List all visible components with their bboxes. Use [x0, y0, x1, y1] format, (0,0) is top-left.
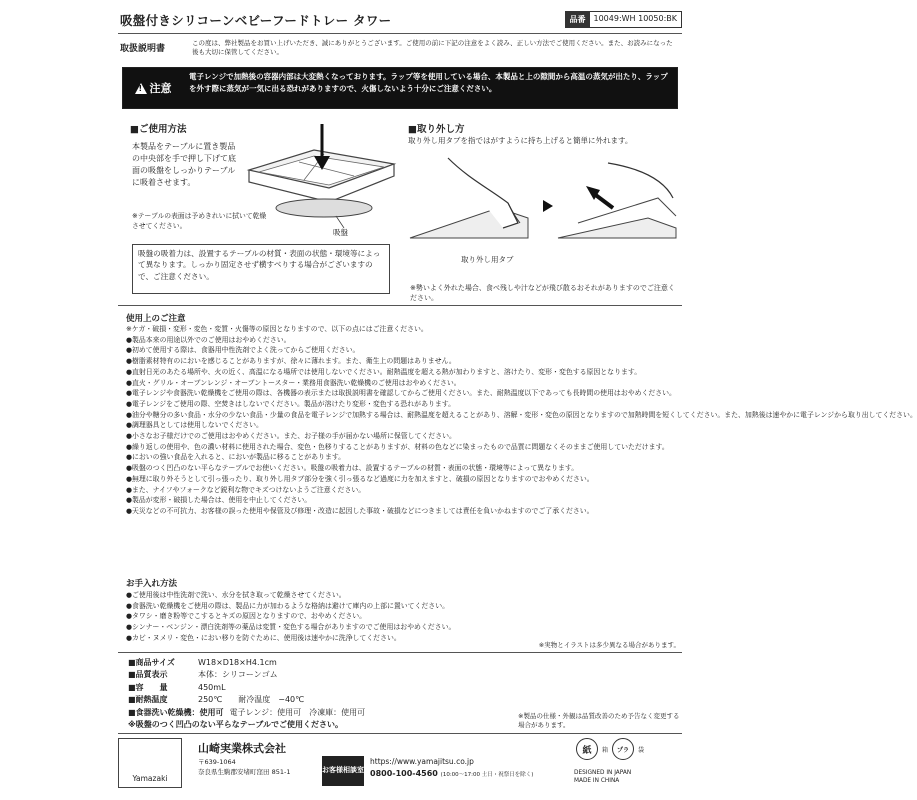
care-item: ●タワシ・磨き粉等でこするとキズの原因となりますので、おやめください。 [126, 612, 367, 621]
note-item: ※ケガ・破損・変形・変色・変質・火傷等の原因となりますので、以下の点にはご注意ください。 [126, 325, 428, 333]
phone-number[interactable] [370, 768, 550, 781]
removal-heading: ■取り外し方 [408, 124, 465, 135]
how-to-use-heading: ■ご使用方法 [130, 124, 187, 135]
note-item: ●初めて使用する際は、食器用中性洗剤でよく洗ってからご使用ください。 [126, 346, 360, 355]
note-item: ●無理に取り外そうとして引っ張ったり、取り外し用タブ部分を強く引っ張るなど過度に力を加えますと、破損の原因となりますのでおやめください。 [126, 474, 594, 483]
note-item: ●製品が変形・破損した場合は、使用を中止してください。 [126, 496, 312, 505]
caution-box [122, 67, 678, 109]
note-item: ●電子レンジや食器洗い乾燥機をご使用の際は、各機器の表示または取扱説明書を確認してからご使用ください。また、耐熱温度以下であっても長時間の使用はおやめください。 [126, 389, 676, 398]
spec-key: ■容 量 [128, 682, 168, 692]
designed-in: DESIGNED IN JAPAN [574, 770, 632, 776]
note-item: ●小さなお子様だけでのご使用はおやめください。また、お子様の手が届かない場所に保管してください。 [126, 432, 456, 441]
note-item: ●吸盤のつく凹凸のない平らなテーブルでお使いください。吸盤の吸着力は、設置するテーブルの材質・表面の状態・環境等によって異なります。 [126, 464, 579, 473]
divider [118, 33, 682, 34]
care-item: ●ご使用後は中性洗剤で洗い、水分を拭き取って乾燥させてください。 [126, 591, 346, 599]
note-item: ●油分や糖分の多い食品・水分の少ない食品・少量の食品を電子レンジで加熱する場合は、耐熱温度を超えることがあり、溶解・変形・変色の原因となりますので加熱時間を短くしてください。また、加熱後は速やかに電子レンジから取り出してください。 [126, 410, 917, 419]
contact-info [370, 756, 550, 781]
product-title: 吸盤付きシリコーンベビーフードトレー タワー [120, 13, 392, 28]
how-to-use-note: ※テーブルの表面は予めきれいに拭いて乾燥させてください。 [132, 212, 267, 230]
spec-key: ■食器洗い乾燥機：使用可 [128, 707, 224, 717]
company-name: 山崎実業株式会社 [198, 742, 286, 755]
brand-logo: Yamazaki [118, 738, 182, 788]
header [118, 8, 682, 30]
removal-tab-label: 取り外し用タブ [461, 255, 514, 264]
spec-value: 本体：シリコーンゴム [198, 670, 278, 680]
caution-label-block [123, 68, 183, 108]
spec-value: 電子レンジ：使用可 冷凍庫：使用可 [229, 707, 366, 717]
removal-note: ※勢いよく外れた場合、食べ残しや汁などが飛び散るおそれがありますのでご注意ください。 [410, 284, 675, 303]
website-url[interactable]: https://www.yamajitsu.co.jp [370, 757, 474, 766]
postal-code: 〒639-1064 [198, 758, 236, 766]
caution-text: 電子レンジで加熱後の容器内部は大変熱くなっております。ラップ等を使用している場合、本製品と上の隙間から高温の蒸気が出たり、ラップを外す際に蒸気が一気に出る恐れがありますので、火傷しないよう十分にご注意ください。 [183, 68, 677, 108]
paper-recycle-label: 箱 [602, 746, 609, 754]
care-item: ●シンナー・ベンジン・漂白洗剤等の薬品は変質・変色する場合がありますのでご使用はおやめください。 [126, 623, 456, 632]
paper-recycle-icon: 紙 [576, 738, 598, 760]
usage-notes-list [126, 324, 917, 517]
illustration-note: ※実物とイラストは多少異なる場合があります。 [538, 641, 680, 649]
note-item: ●また、ナイフやフォークなど鋭利な物でキズつけないようご注意ください。 [126, 485, 366, 494]
care-list [126, 590, 680, 644]
note-item: ●調理器具としては使用しないでください。 [126, 421, 263, 430]
spec-value: 250℃ 耐冷温度 −40℃ [198, 695, 305, 705]
how-to-use-text: 本製品をテーブルに置き製品の中央部を手で押し下げて底面の吸盤をしっかりテーブルに吸着させます。 [132, 142, 236, 187]
warning-icon [135, 83, 147, 94]
divider [118, 652, 682, 653]
spec-key: ■品質表示 [128, 670, 168, 680]
company-address [198, 758, 290, 778]
note-item: ●繰り返しの使用や、色の濃い材料に使用された場合、変色・色移りすることがありますが、材料の色などに染まったもので品質に問題なくそのままご使用していただけます。 [126, 442, 669, 451]
suction-info-box: 吸盤の吸着力は、設置するテーブルの材質・表面の状態・環境等によって異なります。しっかり固定させず横すべりする場合がございますので、ご注意ください。 [132, 244, 390, 294]
phone-value: 0800-100-4560 [370, 769, 438, 778]
care-item: ●食器洗い乾燥機をご使用の際は、製品に力が加わるような格納は避けて庫内の上部に置いてください。 [126, 601, 449, 610]
manual-label: 取扱説明書 [120, 44, 166, 54]
product-number [565, 11, 683, 28]
spec-key: ※吸盤のつく凹凸のない平らなテーブルでご使用ください。 [128, 719, 344, 729]
intro-text: この度は、弊社製品をお買い上げいただき、誠にありがとうございます。ご使用の前に下記の注意をよく読み、正しい方法でご使用ください。また、お読みになった後も大切に保管してください。 [192, 39, 673, 57]
removal-text: 取り外し用タブを指ではがすように持ち上げると簡単に外れます。 [408, 136, 633, 145]
spec-row [128, 657, 488, 669]
spec-value: W18×D18×H4.1cm [198, 658, 277, 667]
spec-row [128, 682, 488, 694]
usage-notes-heading: 使用上のご注意 [126, 314, 186, 324]
divider [118, 733, 682, 734]
address: 奈良県生駒郡安堵町窪田 851-1 [198, 767, 291, 776]
made-in: MADE IN CHINA [574, 778, 620, 785]
plastic-recycle-label: 袋 [638, 746, 645, 754]
suction-cup-label: 吸盤 [333, 228, 348, 237]
spec-row [128, 719, 488, 731]
note-item: ●樹脂素材特有のにおいを感じることがありますが、徐々に薄れます。また、衛生上の問題はありません。 [126, 357, 456, 366]
plastic-recycle-icon: プラ [612, 738, 634, 760]
spec-row [128, 694, 488, 706]
footer [118, 738, 682, 788]
spec-row [128, 707, 488, 719]
business-hours: (10:00〜17:00 土日・祝祭日を除く) [440, 772, 534, 778]
note-item: ●製品本来の用途以外でのご使用はおやめください。 [126, 335, 291, 344]
spec-key: ■商品サイズ [128, 658, 175, 667]
origin-info [574, 769, 631, 785]
note-item: ●天災などの不可抗力、お客様の誤った使用や保管及び修理・改造に起因した事故・破損などにつきましては責任を負いかねますのでご了承ください。 [126, 506, 594, 515]
care-item: ●カビ・ヌメリ・変色・におい移りを防ぐために、使用後は速やかに洗浄してください。 [126, 633, 401, 642]
removal-illustration [408, 148, 678, 248]
product-number-value: 10049:WH 10050:BK [593, 14, 677, 23]
recycle-marks [576, 738, 644, 760]
spec-row [128, 669, 488, 681]
manual-page [118, 0, 917, 800]
divider [118, 305, 682, 306]
specifications [128, 657, 488, 731]
spec-change-note: ※製品の仕様・外観は品質改善のため予告なく変更する場合があります。 [518, 712, 680, 729]
spec-value: 450mL [198, 682, 226, 692]
note-item: ●直火・グリル・オーブンレンジ・オーブントースター・業務用食器洗い乾燥機のご使用はおやめください。 [126, 378, 461, 387]
note-item: ●においの強い食品を入れると、においが製品に移ることがあります。 [126, 453, 346, 462]
note-item: ●電子レンジをご使用の際、空焚きはしないでください。製品が溶けたり変形・変色する恐れがあります。 [126, 399, 455, 408]
care-heading: お手入れ方法 [126, 579, 178, 589]
note-item: ●直射日光のあたる場所や、火の近く、高温になる場所では使用しないでください。耐熱温度を超える熱が加わりますと、溶けたり、変形・変色する原因となります。 [126, 367, 642, 376]
contact-label: お客様相談室 [322, 756, 364, 786]
spec-key: ■耐熱温度 [128, 695, 168, 705]
caution-label: 注意 [149, 82, 172, 95]
product-number-label: 品番 [566, 12, 590, 27]
